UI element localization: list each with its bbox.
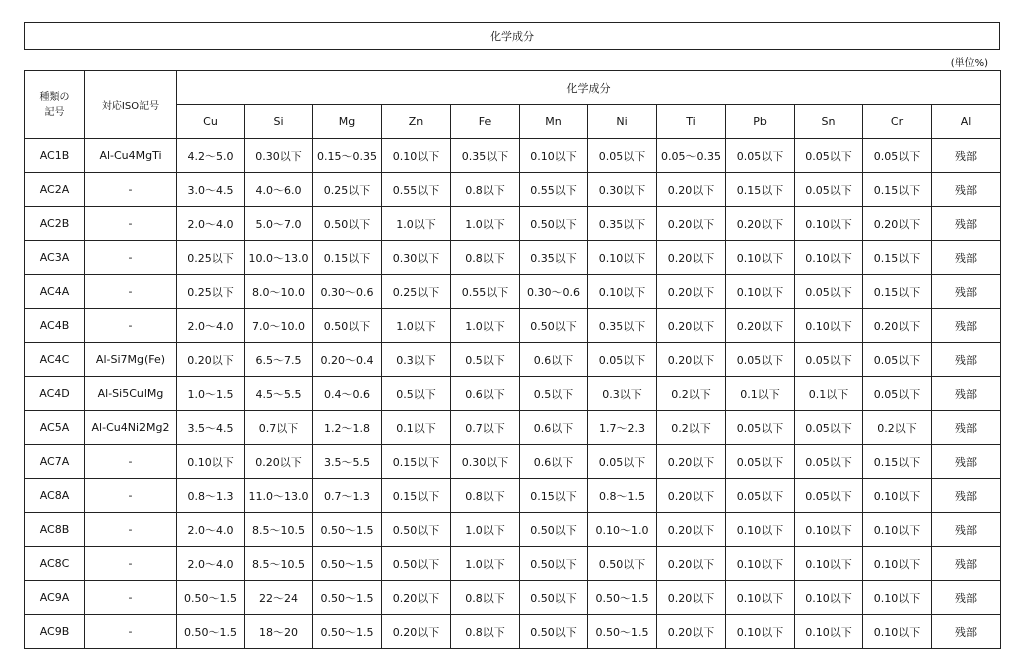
- table-cell: 0.7～1.3: [313, 479, 382, 513]
- table-cell: 8.0～10.0: [245, 275, 313, 309]
- table-cell: 0.20以下: [657, 479, 726, 513]
- table-cell: 0.50以下: [313, 309, 382, 343]
- chemical-composition-table: [24, 70, 1001, 649]
- table-cell: 1.0以下: [382, 309, 451, 343]
- table-cell: 残部: [932, 207, 1001, 241]
- table-cell: 2.0～4.0: [177, 513, 245, 547]
- alloy-code-cell: AC5A: [25, 411, 85, 445]
- table-cell: 0.2以下: [657, 411, 726, 445]
- table-cell: 8.5～10.5: [245, 513, 313, 547]
- table-cell: 5.0～7.0: [245, 207, 313, 241]
- table-cell: 0.3以下: [382, 343, 451, 377]
- header-element-ti: Ti: [657, 105, 726, 139]
- table-cell: 残部: [932, 343, 1001, 377]
- table-cell: 0.10以下: [588, 275, 657, 309]
- table-cell: 0.50以下: [520, 581, 588, 615]
- table-cell: 0.8～1.3: [177, 479, 245, 513]
- table-cell: 0.15以下: [520, 479, 588, 513]
- table-cell: 6.5～7.5: [245, 343, 313, 377]
- table-cell: 残部: [932, 139, 1001, 173]
- iso-symbol-cell: Al-Si5CulMg: [85, 377, 177, 411]
- table-cell: 0.05以下: [795, 139, 863, 173]
- alloy-code-cell: AC4C: [25, 343, 85, 377]
- table-row: [25, 479, 1001, 513]
- alloy-code-cell: AC4A: [25, 275, 85, 309]
- table-cell: 1.0以下: [451, 513, 520, 547]
- table-cell: 0.10以下: [795, 513, 863, 547]
- table-cell: 0.50以下: [520, 513, 588, 547]
- table-row: [25, 581, 1001, 615]
- table-cell: 1.0以下: [451, 309, 520, 343]
- table-cell: 10.0～13.0: [245, 241, 313, 275]
- iso-symbol-cell: -: [85, 581, 177, 615]
- alloy-code-cell: AC2B: [25, 207, 85, 241]
- header-element-mn: Mn: [520, 105, 588, 139]
- table-cell: 2.0～4.0: [177, 547, 245, 581]
- header-element-sn: Sn: [795, 105, 863, 139]
- table-cell: 残部: [932, 547, 1001, 581]
- table-cell: 0.4～0.6: [313, 377, 382, 411]
- table-cell: 0.30～0.6: [313, 275, 382, 309]
- table-cell: 0.15以下: [726, 173, 795, 207]
- table-cell: 0.10以下: [795, 207, 863, 241]
- table-cell: 0.1以下: [382, 411, 451, 445]
- table-cell: 0.50以下: [588, 547, 657, 581]
- table-row: [25, 241, 1001, 275]
- table-cell: 残部: [932, 173, 1001, 207]
- table-cell: 0.2以下: [863, 411, 932, 445]
- table-cell: 0.50以下: [313, 207, 382, 241]
- table-cell: 3.5～5.5: [313, 445, 382, 479]
- header-element-pb: Pb: [726, 105, 795, 139]
- table-cell: 0.20以下: [726, 309, 795, 343]
- table-cell: 0.20以下: [657, 275, 726, 309]
- table-cell: 0.05以下: [726, 343, 795, 377]
- table-cell: 0.50以下: [520, 615, 588, 649]
- table-cell: 0.55以下: [382, 173, 451, 207]
- table-cell: 0.8以下: [451, 479, 520, 513]
- alloy-code-cell: AC3A: [25, 241, 85, 275]
- header-element-al: Al: [932, 105, 1001, 139]
- table-cell: 0.50以下: [382, 547, 451, 581]
- table-cell: 0.5以下: [451, 343, 520, 377]
- header-element-ni: Ni: [588, 105, 657, 139]
- table-cell: 0.10以下: [863, 581, 932, 615]
- table-cell: 1.0以下: [451, 207, 520, 241]
- table-cell: 0.10以下: [863, 479, 932, 513]
- alloy-code-cell: AC4B: [25, 309, 85, 343]
- table-cell: 0.20以下: [177, 343, 245, 377]
- header-element-fe: Fe: [451, 105, 520, 139]
- table-cell: 0.6以下: [451, 377, 520, 411]
- table-cell: 0.35以下: [588, 207, 657, 241]
- table-cell: 0.25以下: [177, 241, 245, 275]
- table-cell: 0.30以下: [245, 139, 313, 173]
- table-cell: 11.0～13.0: [245, 479, 313, 513]
- table-cell: 0.25以下: [313, 173, 382, 207]
- table-cell: 0.05以下: [795, 479, 863, 513]
- table-cell: 残部: [932, 479, 1001, 513]
- iso-symbol-cell: Al-Cu4Ni2Mg2: [85, 411, 177, 445]
- table-cell: 0.20以下: [657, 241, 726, 275]
- table-cell: 7.0～10.0: [245, 309, 313, 343]
- table-cell: 0.50以下: [382, 513, 451, 547]
- table-cell: 0.15以下: [863, 241, 932, 275]
- alloy-code-cell: AC2A: [25, 173, 85, 207]
- table-cell: 0.6以下: [520, 411, 588, 445]
- table-cell: 0.20以下: [657, 207, 726, 241]
- alloy-code-cell: AC8A: [25, 479, 85, 513]
- table-cell: 0.8以下: [451, 241, 520, 275]
- table-row: [25, 173, 1001, 207]
- alloy-code-cell: AC9B: [25, 615, 85, 649]
- table-cell: 1.0～1.5: [177, 377, 245, 411]
- table-row: [25, 343, 1001, 377]
- table-cell: 0.10～1.0: [588, 513, 657, 547]
- table-cell: 0.20以下: [657, 547, 726, 581]
- table-cell: 0.10以下: [726, 513, 795, 547]
- table-cell: 2.0～4.0: [177, 309, 245, 343]
- table-cell: 残部: [932, 411, 1001, 445]
- table-cell: 0.05以下: [795, 343, 863, 377]
- table-cell: 0.05以下: [588, 445, 657, 479]
- table-cell: 0.30～0.6: [520, 275, 588, 309]
- table-cell: 0.10以下: [726, 547, 795, 581]
- table-row: [25, 411, 1001, 445]
- table-cell: 0.2以下: [657, 377, 726, 411]
- table-cell: 0.5以下: [520, 377, 588, 411]
- header-chemical-composition: 化学成分: [177, 71, 1001, 105]
- table-cell: 残部: [932, 581, 1001, 615]
- table-cell: 残部: [932, 615, 1001, 649]
- table-cell: 残部: [932, 275, 1001, 309]
- table-cell: 0.10以下: [177, 445, 245, 479]
- table-cell: 0.20以下: [657, 173, 726, 207]
- table-cell: 0.15以下: [382, 479, 451, 513]
- table-cell: 4.0～6.0: [245, 173, 313, 207]
- iso-symbol-cell: -: [85, 547, 177, 581]
- table-cell: 残部: [932, 241, 1001, 275]
- table-cell: 0.55以下: [451, 275, 520, 309]
- table-cell: 0.10以下: [795, 581, 863, 615]
- table-row: [25, 139, 1001, 173]
- header-kind-line2: 記号: [44, 106, 65, 118]
- alloy-code-cell: AC8C: [25, 547, 85, 581]
- table-cell: 0.5以下: [382, 377, 451, 411]
- table-cell: 0.05以下: [588, 343, 657, 377]
- table-cell: 残部: [932, 513, 1001, 547]
- table-cell: 0.35以下: [451, 139, 520, 173]
- table-cell: 0.05以下: [863, 377, 932, 411]
- table-cell: 0.50～1.5: [588, 581, 657, 615]
- table-cell: 0.10以下: [795, 615, 863, 649]
- table-cell: 0.35以下: [588, 309, 657, 343]
- table-cell: 0.10以下: [726, 581, 795, 615]
- table-cell: 0.50～1.5: [588, 615, 657, 649]
- table-cell: 0.7以下: [451, 411, 520, 445]
- unit-label: (単位%): [950, 58, 988, 69]
- iso-symbol-cell: -: [85, 479, 177, 513]
- table-cell: 0.50以下: [520, 547, 588, 581]
- table-cell: 0.25以下: [177, 275, 245, 309]
- table-cell: 0.50以下: [520, 207, 588, 241]
- table-cell: 0.10以下: [795, 241, 863, 275]
- table-cell: 0.10以下: [795, 309, 863, 343]
- table-cell: 1.7～2.3: [588, 411, 657, 445]
- table-cell: 0.05以下: [726, 445, 795, 479]
- table-cell: 4.2～5.0: [177, 139, 245, 173]
- table-cell: 1.2～1.8: [313, 411, 382, 445]
- table-cell: 0.15以下: [863, 445, 932, 479]
- table-row: [25, 513, 1001, 547]
- table-row: [25, 207, 1001, 241]
- table-cell: 0.3以下: [588, 377, 657, 411]
- table-cell: 0.05以下: [795, 445, 863, 479]
- header-element-cr: Cr: [863, 105, 932, 139]
- table-cell: 0.6以下: [520, 445, 588, 479]
- table-cell: 8.5～10.5: [245, 547, 313, 581]
- table-cell: 0.05以下: [863, 343, 932, 377]
- table-cell: 0.05以下: [863, 139, 932, 173]
- table-cell: 4.5～5.5: [245, 377, 313, 411]
- table-cell: 0.05以下: [795, 411, 863, 445]
- iso-symbol-cell: -: [85, 207, 177, 241]
- table-cell: 0.05以下: [726, 411, 795, 445]
- table-cell: 0.50～1.5: [313, 513, 382, 547]
- iso-symbol-cell: -: [85, 275, 177, 309]
- table-cell: 0.05以下: [588, 139, 657, 173]
- table-cell: 残部: [932, 309, 1001, 343]
- table-cell: 0.15以下: [863, 173, 932, 207]
- table-cell: 残部: [932, 445, 1001, 479]
- table-cell: 0.20以下: [382, 615, 451, 649]
- table-cell: 0.50～1.5: [313, 581, 382, 615]
- table-cell: 0.10以下: [588, 241, 657, 275]
- header-element-cu: Cu: [177, 105, 245, 139]
- table-cell: 0.8以下: [451, 581, 520, 615]
- table-cell: 2.0～4.0: [177, 207, 245, 241]
- table-row: [25, 309, 1001, 343]
- table-cell: 0.05以下: [795, 173, 863, 207]
- table-cell: 0.50～1.5: [177, 615, 245, 649]
- header-element-mg: Mg: [313, 105, 382, 139]
- alloy-code-cell: AC9A: [25, 581, 85, 615]
- table-cell: 0.6以下: [520, 343, 588, 377]
- table-cell: 22～24: [245, 581, 313, 615]
- alloy-code-cell: AC4D: [25, 377, 85, 411]
- table-cell: 0.20以下: [726, 207, 795, 241]
- table-cell: 0.20～0.4: [313, 343, 382, 377]
- table-row: [25, 445, 1001, 479]
- table-row: [25, 547, 1001, 581]
- table-cell: 0.10以下: [863, 547, 932, 581]
- iso-symbol-cell: -: [85, 309, 177, 343]
- table-cell: 0.05以下: [726, 139, 795, 173]
- table-cell: 3.0～4.5: [177, 173, 245, 207]
- table-cell: 1.0以下: [451, 547, 520, 581]
- table-cell: 0.15～0.35: [313, 139, 382, 173]
- table-cell: 0.50～1.5: [313, 547, 382, 581]
- table-cell: 0.20以下: [657, 615, 726, 649]
- table-cell: 0.8以下: [451, 615, 520, 649]
- table-cell: 0.10以下: [726, 615, 795, 649]
- iso-symbol-cell: -: [85, 615, 177, 649]
- table-cell: 0.20以下: [657, 309, 726, 343]
- table-cell: 0.8以下: [451, 173, 520, 207]
- alloy-code-cell: AC7A: [25, 445, 85, 479]
- table-row: [25, 615, 1001, 649]
- table-cell: 0.10以下: [726, 241, 795, 275]
- table-cell: 0.55以下: [520, 173, 588, 207]
- table-cell: 0.05以下: [726, 479, 795, 513]
- iso-symbol-cell: -: [85, 241, 177, 275]
- alloy-code-cell: AC1B: [25, 139, 85, 173]
- table-cell: 0.8～1.5: [588, 479, 657, 513]
- table-cell: 0.20以下: [657, 343, 726, 377]
- table-cell: 0.05～0.35: [657, 139, 726, 173]
- table-cell: 0.50以下: [520, 309, 588, 343]
- iso-symbol-cell: -: [85, 513, 177, 547]
- table-cell: 0.20以下: [863, 309, 932, 343]
- table-cell: 1.0以下: [382, 207, 451, 241]
- table-cell: 0.20以下: [863, 207, 932, 241]
- table-cell: 0.10以下: [863, 615, 932, 649]
- table-cell: 0.15以下: [382, 445, 451, 479]
- table-cell: 0.7以下: [245, 411, 313, 445]
- table-cell: 0.30以下: [588, 173, 657, 207]
- table-cell: 0.30以下: [382, 241, 451, 275]
- table-cell: 0.50～1.5: [177, 581, 245, 615]
- iso-symbol-cell: Al-Cu4MgTi: [85, 139, 177, 173]
- table-cell: 0.25以下: [382, 275, 451, 309]
- table-row: [25, 275, 1001, 309]
- iso-symbol-cell: -: [85, 173, 177, 207]
- table-cell: 0.30以下: [451, 445, 520, 479]
- table-cell: 0.20以下: [382, 581, 451, 615]
- iso-symbol-cell: Al-Si7Mg(Fe): [85, 343, 177, 377]
- table-cell: 3.5～4.5: [177, 411, 245, 445]
- header-kind: [25, 71, 85, 139]
- table-cell: 0.20以下: [657, 581, 726, 615]
- table-cell: 0.35以下: [520, 241, 588, 275]
- iso-symbol-cell: -: [85, 445, 177, 479]
- header-element-si: Si: [245, 105, 313, 139]
- table-cell: 0.20以下: [245, 445, 313, 479]
- header-element-zn: Zn: [382, 105, 451, 139]
- alloy-code-cell: AC8B: [25, 513, 85, 547]
- table-cell: 0.20以下: [657, 445, 726, 479]
- table-cell: 0.1以下: [726, 377, 795, 411]
- table-cell: 0.05以下: [795, 275, 863, 309]
- document-title: 化学成分: [24, 22, 1000, 50]
- table-cell: 0.10以下: [382, 139, 451, 173]
- header-iso: 対応ISO記号: [85, 71, 177, 139]
- table-cell: 0.50～1.5: [313, 615, 382, 649]
- table-cell: 0.15以下: [313, 241, 382, 275]
- table-cell: 0.20以下: [657, 513, 726, 547]
- header-kind-line1: 種類の: [39, 91, 70, 103]
- table-row: [25, 377, 1001, 411]
- table-cell: 0.10以下: [795, 547, 863, 581]
- table-cell: 0.10以下: [726, 275, 795, 309]
- table-cell: 18～20: [245, 615, 313, 649]
- table-cell: 0.10以下: [520, 139, 588, 173]
- table-cell: 0.15以下: [863, 275, 932, 309]
- table-cell: 残部: [932, 377, 1001, 411]
- table-cell: 0.1以下: [795, 377, 863, 411]
- table-cell: 0.10以下: [863, 513, 932, 547]
